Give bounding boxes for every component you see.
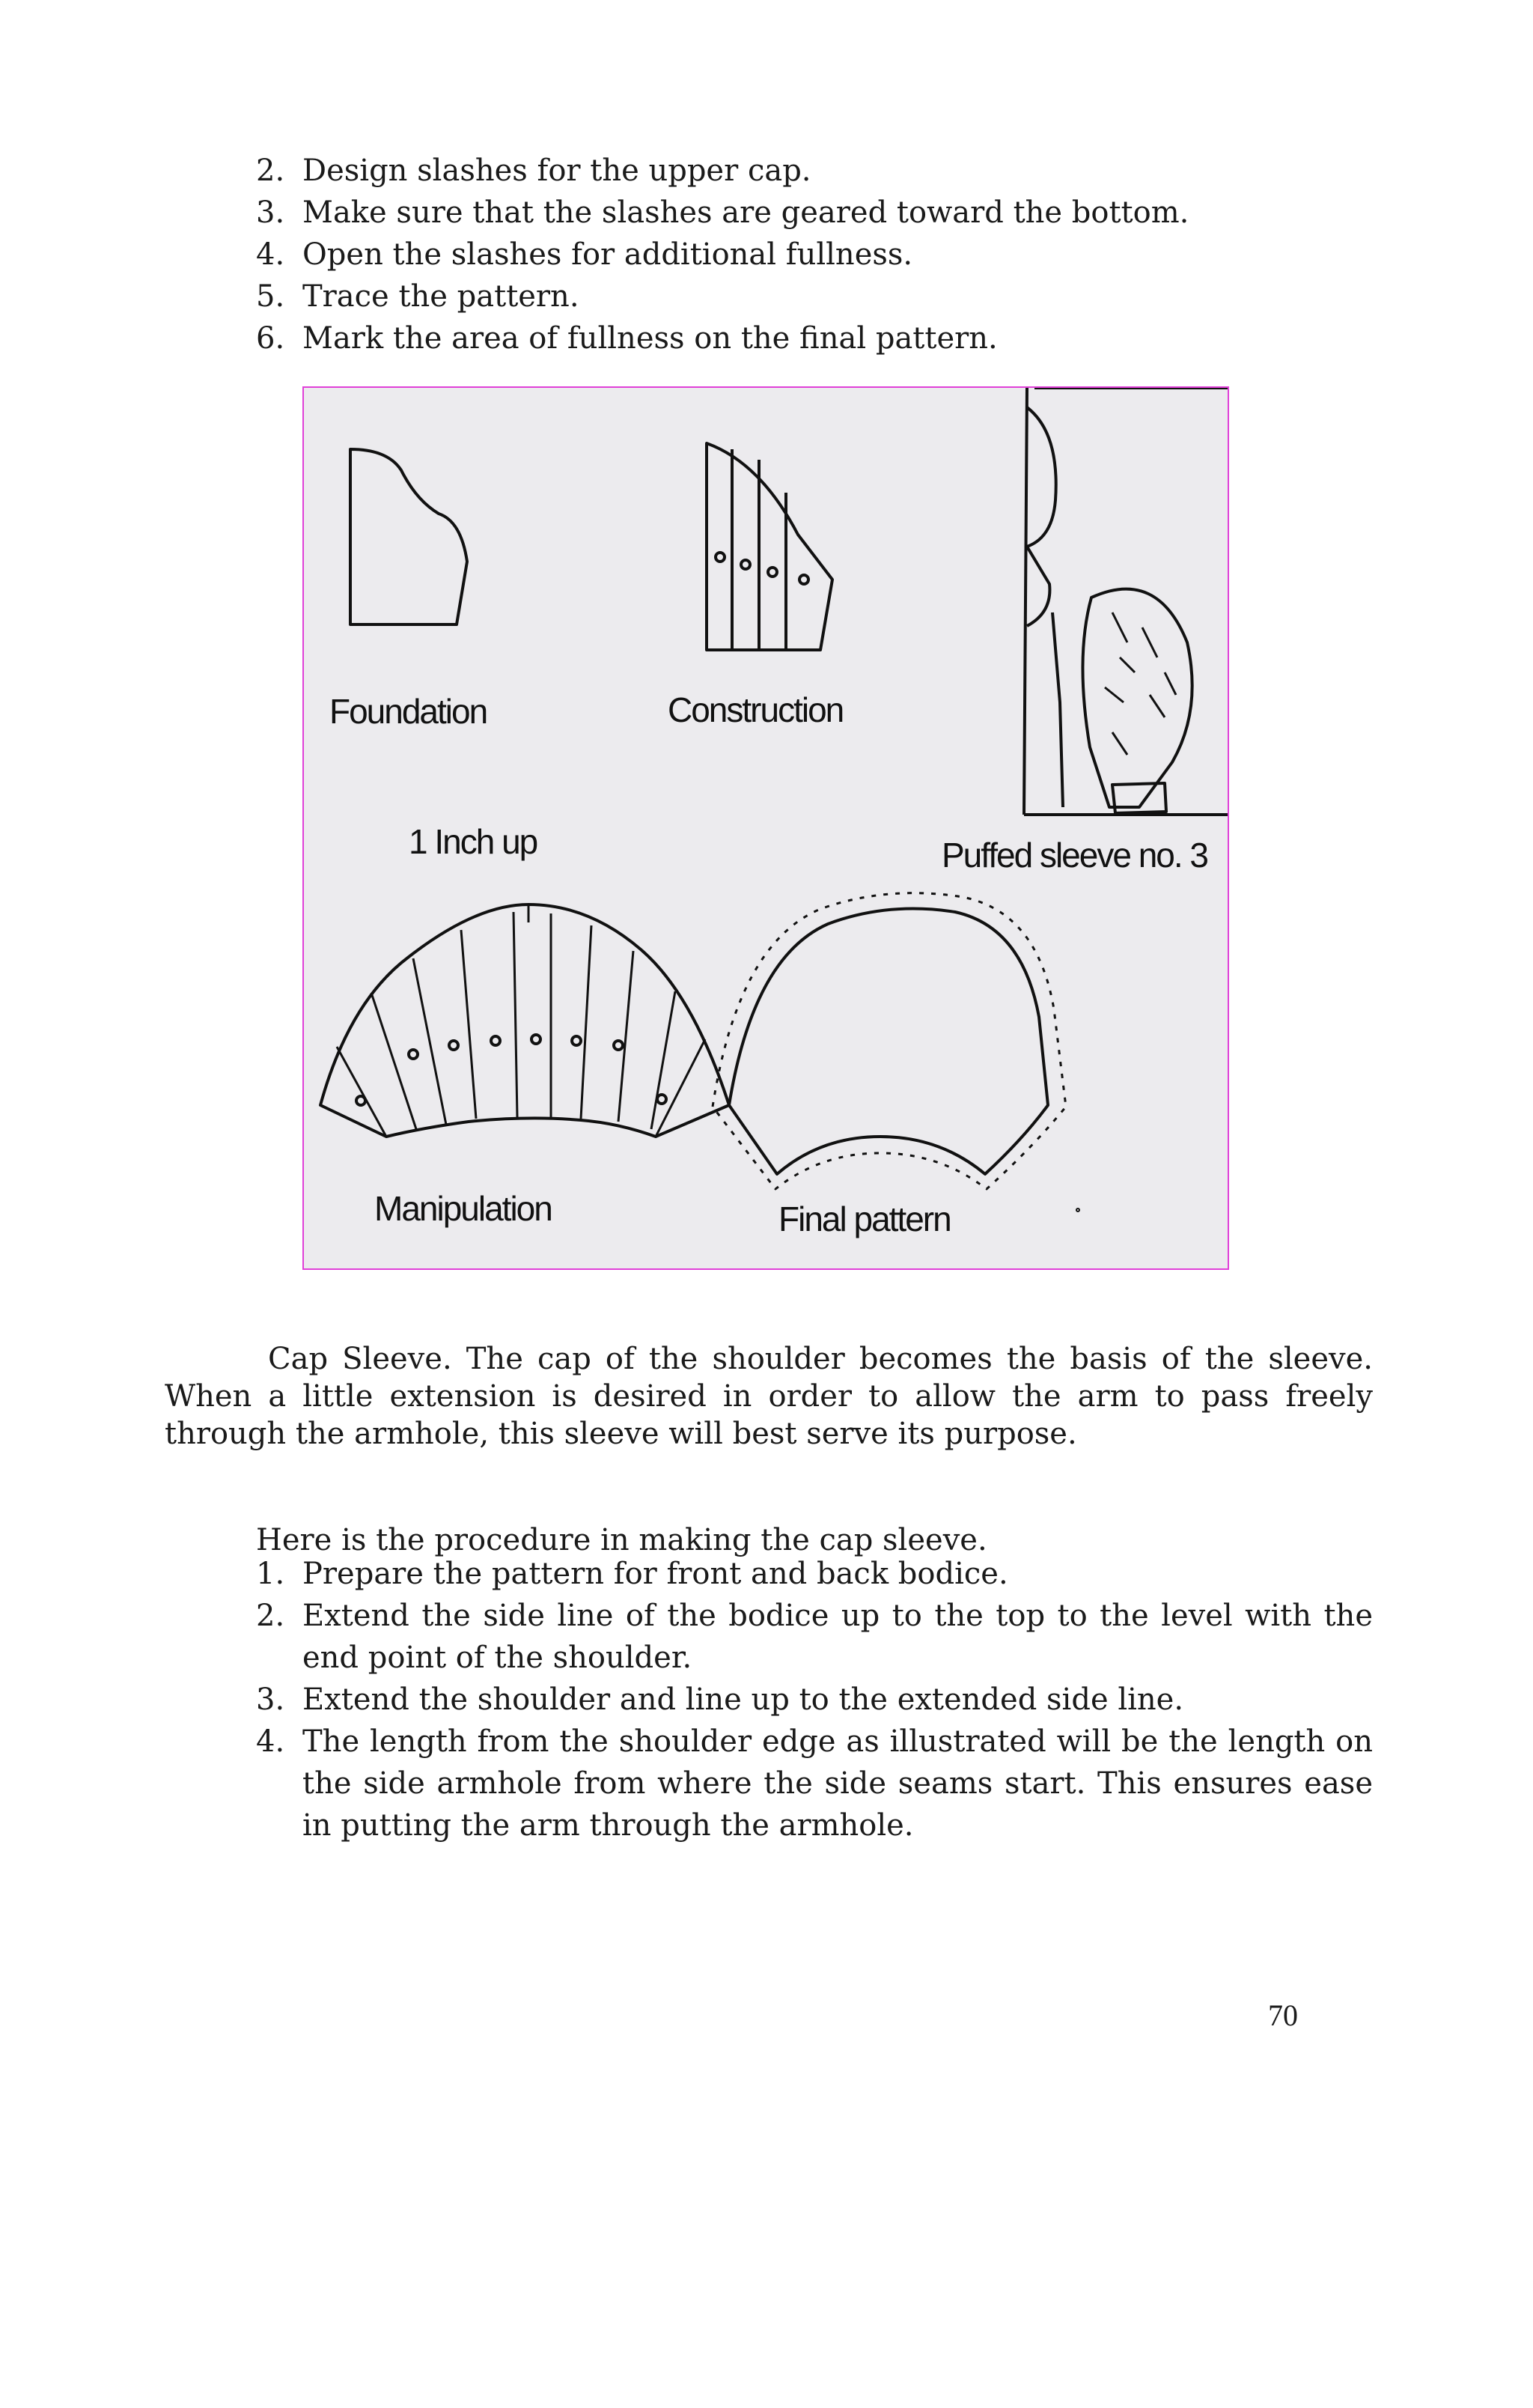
list-item-number: 3.	[256, 1682, 285, 1717]
list-item-text: Mark the area of fullness on the final pattern.	[302, 321, 998, 356]
list-item-text: The length from the shoulder edge as illustrated will be the length on the side armhole from where the side seams start. This ensures ease in putting the arm through the armhole.	[302, 1724, 1373, 1843]
list-item-text: Extend the side line of the bodice up to the top to the level with the end point of the shoulder.	[302, 1599, 1373, 1675]
label-inch-up: 1 Inch up	[409, 822, 537, 861]
label-foundation: Foundation	[329, 692, 487, 731]
label-manipulation: Manipulation	[374, 1189, 552, 1228]
construction-shape	[707, 443, 832, 650]
page-number: 70	[1268, 1998, 1298, 2032]
manipulation-shape	[320, 904, 729, 1137]
list-item	[256, 192, 1373, 234]
label-puffed-sleeve: Puffed sleeve no. 3	[942, 836, 1207, 875]
puffed-sleeve-drawing	[1024, 388, 1228, 815]
foundation-shape	[350, 449, 467, 624]
sleeve-pattern-figure	[302, 386, 1229, 1270]
cap-sleeve-paragraph: Cap Sleeve. The cap of the shoulder becomes the basis of the sleeve. When a little extension is desired in order to allow the arm to pass freely through the armhole, this sleeve will best serve its purpose.	[165, 1342, 1373, 1451]
list-item-number: 2.	[256, 153, 285, 188]
list-item	[256, 276, 1373, 317]
list-item	[256, 150, 1373, 192]
list-item-text: Extend the shoulder and line up to the extended side line.	[302, 1682, 1184, 1717]
list-item-number: 2.	[256, 1599, 285, 1633]
list-item	[256, 1679, 1373, 1721]
list-item-number: 1.	[256, 1557, 285, 1591]
list-item-text: Design slashes for the upper cap.	[302, 153, 811, 188]
list-item-number: 3.	[256, 195, 285, 230]
label-final-pattern: Final pattern	[778, 1200, 951, 1238]
list-item	[256, 1595, 1373, 1679]
final-pattern-shape	[713, 893, 1066, 1189]
list-item	[256, 1553, 1373, 1595]
list-item-number: 4.	[256, 237, 285, 272]
list-item-number: 6.	[256, 321, 285, 356]
list-item	[256, 234, 1373, 276]
sleeve-pattern-illustration	[304, 388, 1228, 1268]
label-construction: Construction	[668, 690, 844, 729]
list-item	[256, 1721, 1373, 1846]
list-item-text: Prepare the pattern for front and back bodice.	[302, 1557, 1008, 1591]
instruction-list-bottom	[256, 1553, 1373, 1846]
list-item-number: 4.	[256, 1724, 285, 1759]
list-item-text: Trace the pattern.	[302, 279, 579, 314]
procedure-intro: Here is the procedure in making the cap sleeve.	[256, 1523, 987, 1557]
list-item-number: 5.	[256, 279, 285, 314]
list-item-text: Open the slashes for additional fullness.	[302, 237, 913, 272]
list-item	[256, 317, 1373, 359]
instruction-list-top	[256, 150, 1373, 359]
list-item-text: Make sure that the slashes are geared toward the bottom.	[302, 195, 1189, 230]
